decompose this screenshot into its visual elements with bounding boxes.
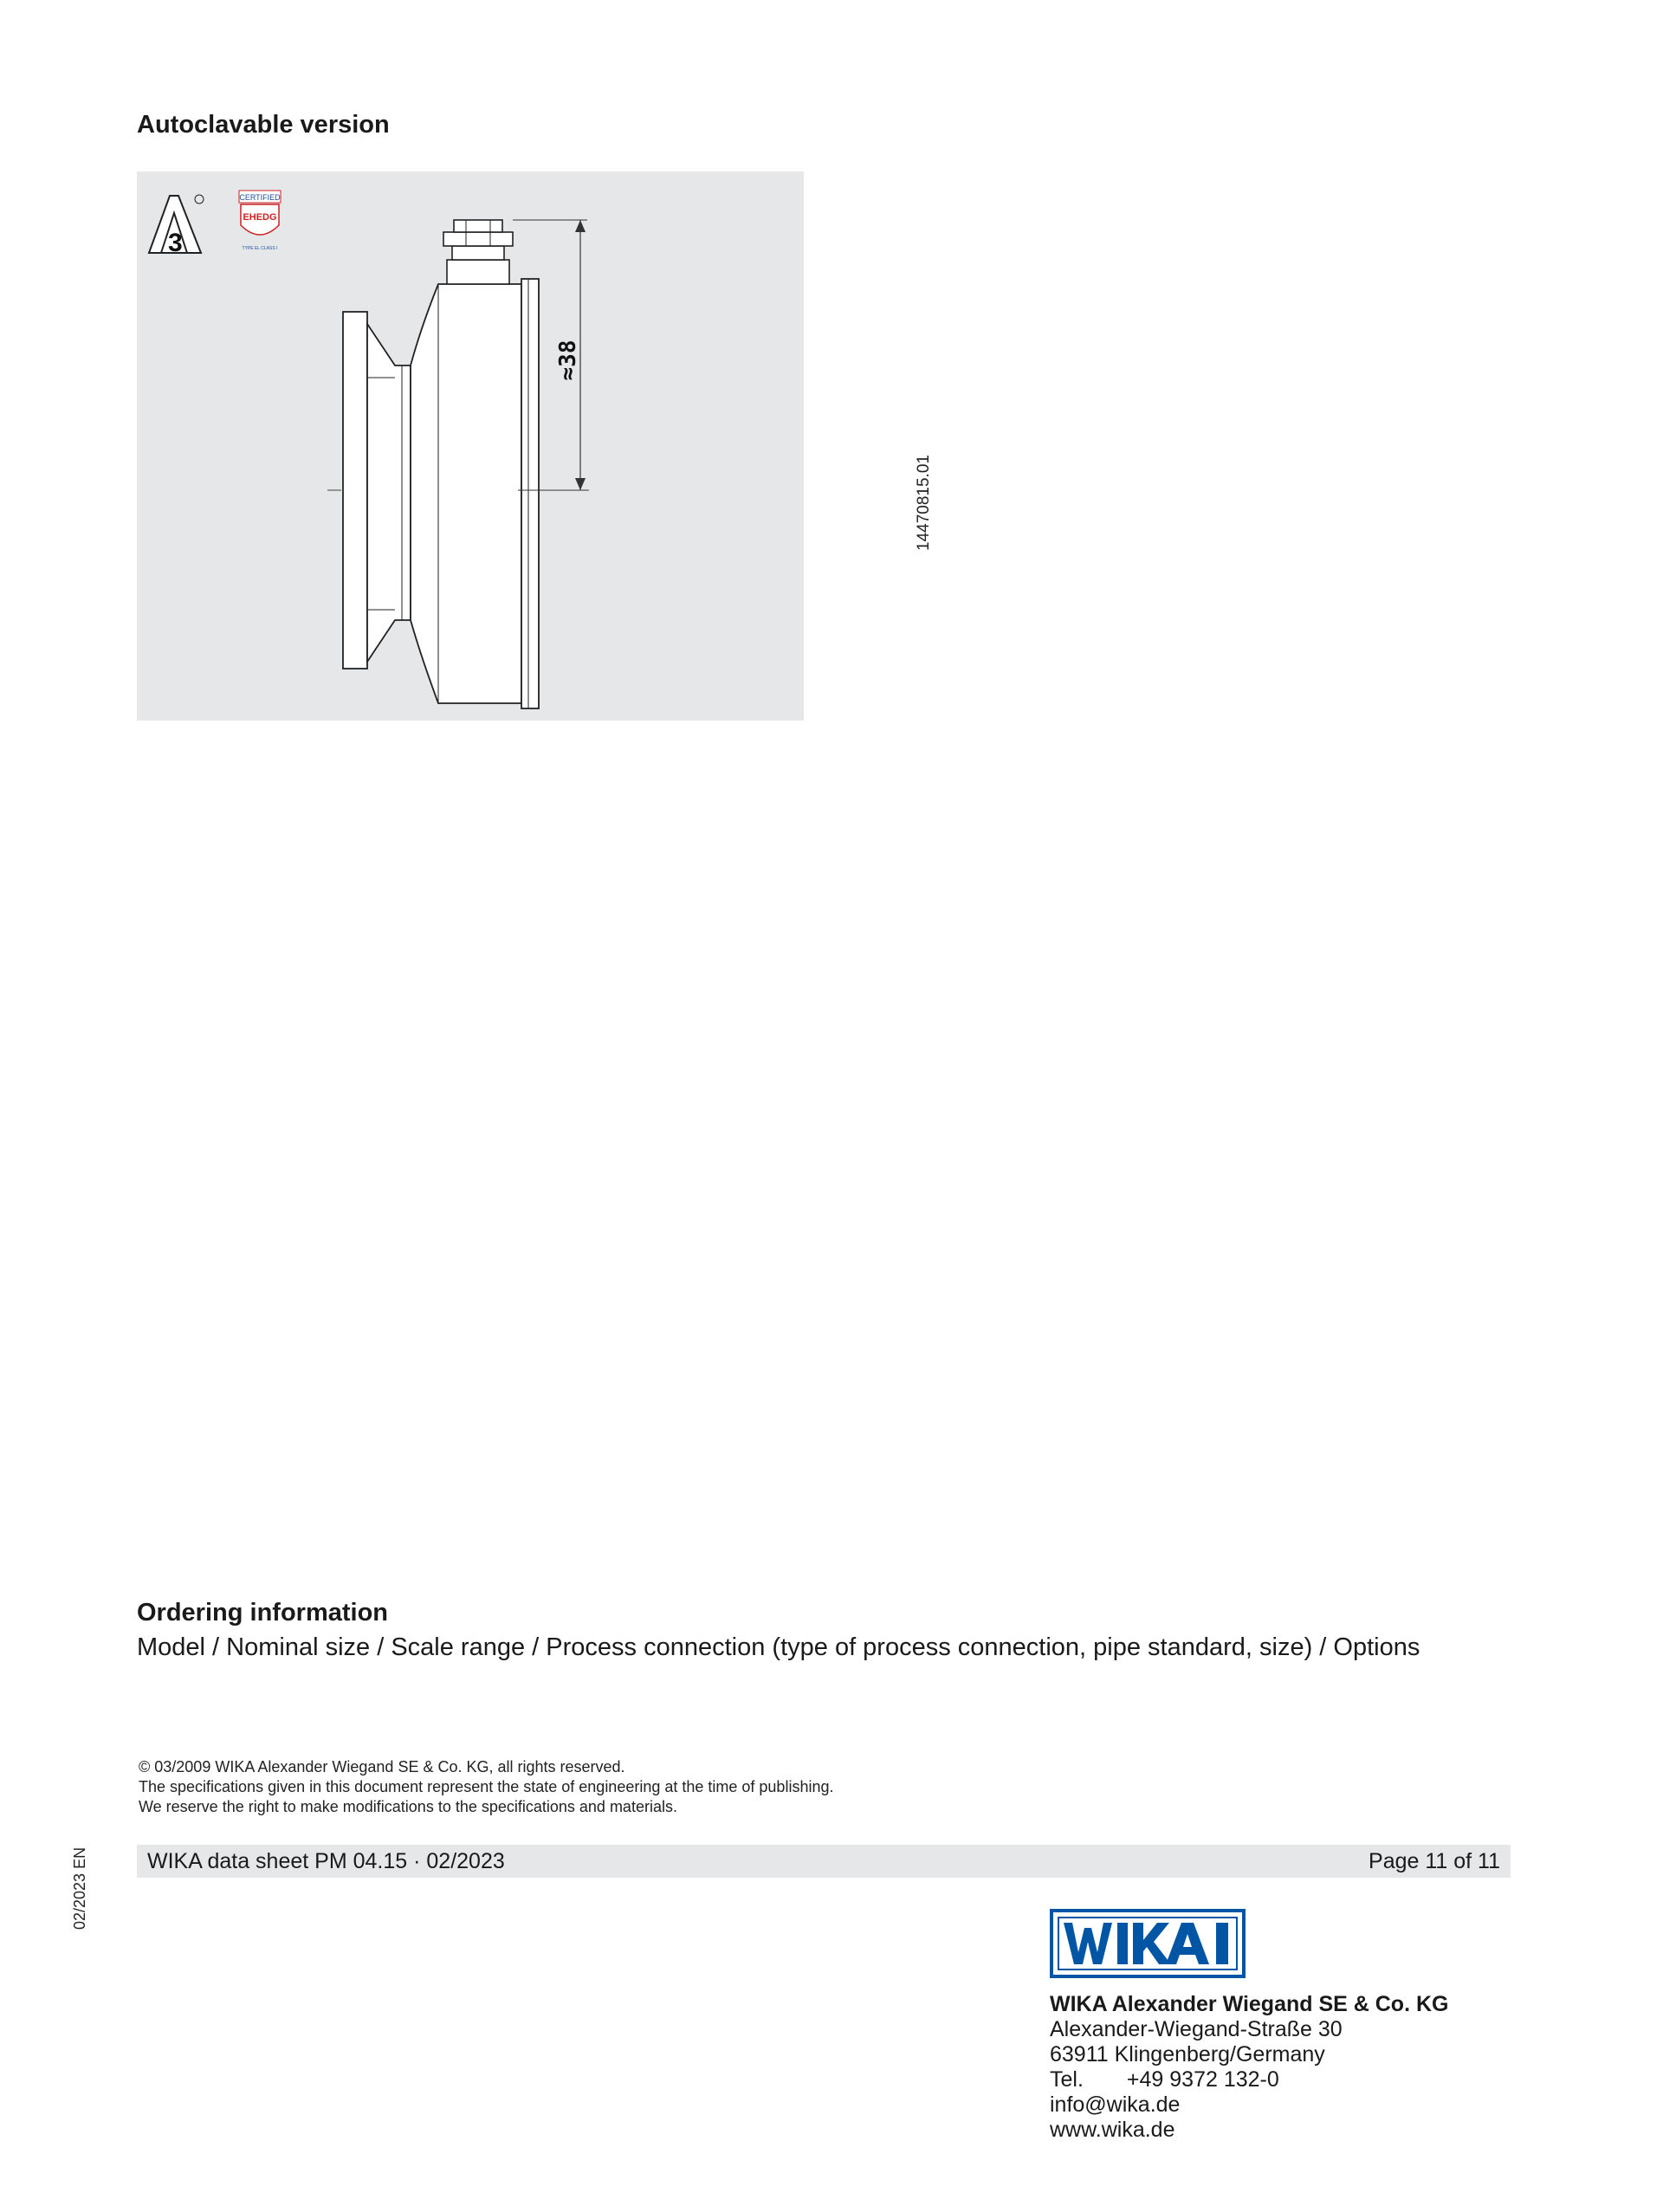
ehedg-certified-icon — [239, 191, 281, 251]
section-title: Autoclavable version — [137, 111, 390, 139]
ordering-title: Ordering information — [137, 1599, 388, 1627]
city: 63911 Klingenberg/Germany — [1050, 2042, 1325, 2066]
ehedg-bottom-text: TYPE EL CLASS I — [242, 246, 278, 251]
address-block — [1050, 1992, 1448, 2143]
tel-label: Tel. — [1050, 2067, 1084, 2092]
footer-bar — [137, 1845, 1511, 1878]
ehedg-mid-text: EHEDG — [243, 212, 277, 223]
dimension-label: ≈38 — [555, 340, 581, 381]
drawing-number: 14470815.01 — [915, 455, 933, 551]
street: Alexander-Wiegand-Straße 30 — [1050, 2017, 1343, 2041]
specifications-line: The specifications given in this document represent the state of engineering at the time of publishing. — [139, 1778, 834, 1795]
page-number: Page 11 of 11 — [1369, 1849, 1500, 1873]
technical-drawing — [137, 171, 933, 721]
ordering-text: Model / Nominal size / Scale range / Process connection (type of process connection, pipe standard, size) / Options — [137, 1633, 1420, 1661]
copyright-line: © 03/2009 WIKA Alexander Wiegand SE & Co. KG, all rights reserved. — [139, 1758, 625, 1775]
email-link[interactable]: info@wika.de — [1050, 2092, 1181, 2117]
side-date: 02/2023 EN — [71, 1847, 88, 1930]
modifications-line: We reserve the right to make modifications to the specifications and materials. — [139, 1798, 677, 1815]
copyright-block — [139, 1757, 833, 1817]
3a-sanitary-icon — [149, 195, 204, 257]
telephone-line — [1050, 2067, 1448, 2092]
company-name: WIKA Alexander Wiegand SE & Co. KG — [1050, 1992, 1449, 2016]
ehedg-top-text: CERTIFIED — [239, 193, 281, 202]
datasheet-reference: WIKA data sheet PM 04.15 · 02/2023 — [147, 1849, 505, 1873]
3a-badge-text: 3 — [168, 229, 183, 257]
wika-logo-text — [1050, 1909, 1246, 1978]
website-link[interactable]: www.wika.de — [1050, 2118, 1175, 2142]
wika-logo — [1050, 1909, 1246, 1978]
tel-number: +49 9372 132-0 — [1126, 2067, 1279, 2092]
